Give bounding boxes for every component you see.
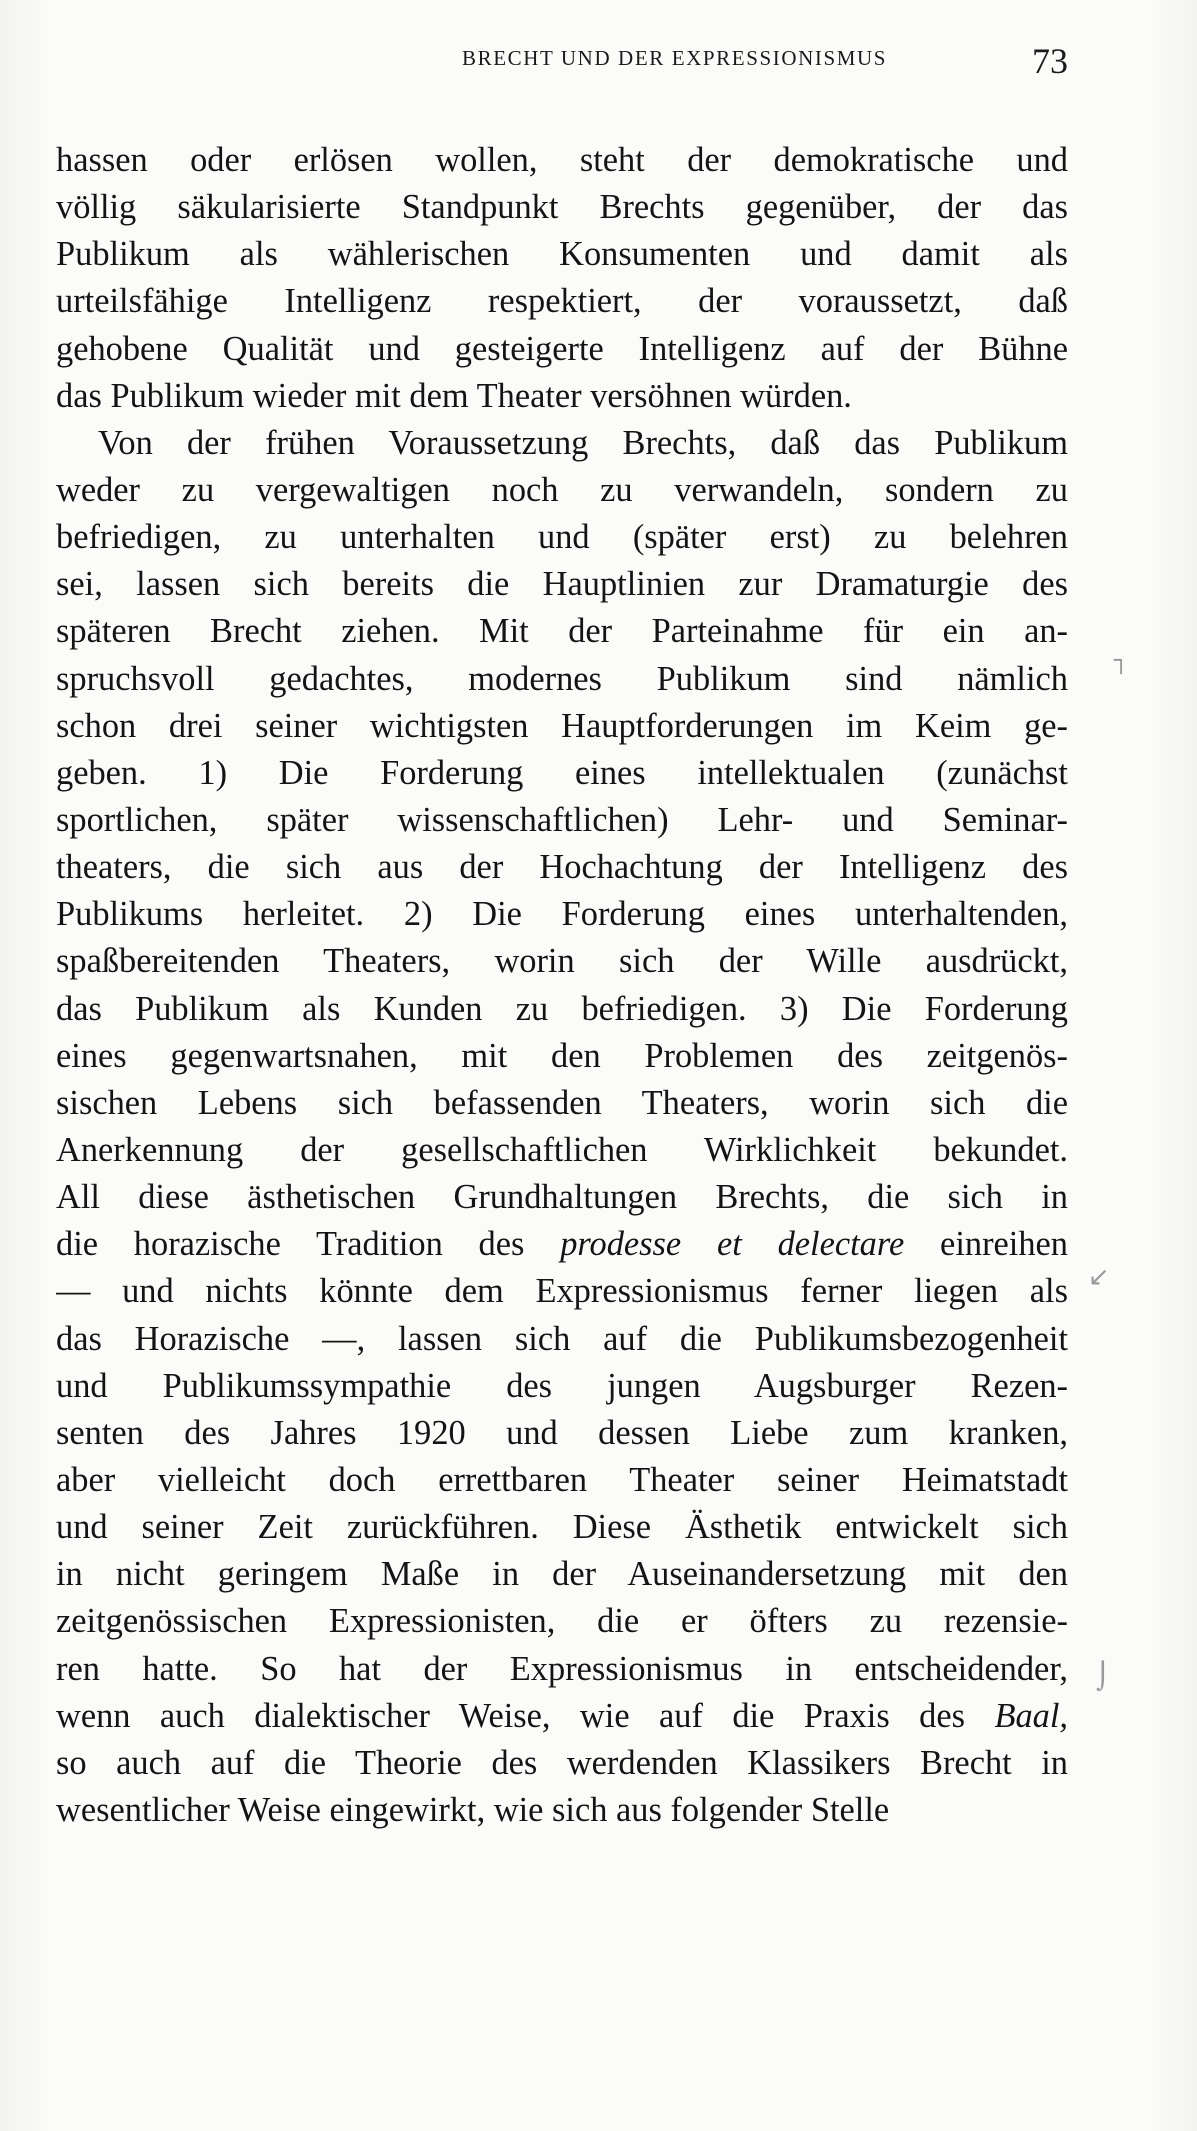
text-segment: schon drei seiner wichtigsten Hauptforderungen im Keim ge-	[56, 706, 1068, 745]
text-line	[56, 938, 1068, 985]
body-text	[56, 137, 1068, 1834]
text-line	[56, 1693, 1068, 1740]
text-segment: Publikums herleitet. 2) Die Forderung eines unterhaltenden,	[56, 895, 1068, 934]
text-line	[56, 561, 1068, 608]
text-line	[56, 184, 1068, 231]
text-segment: sei, lassen sich bereits die Hauptlinien zur Dramaturgie des	[56, 565, 1068, 604]
text-line	[56, 1740, 1068, 1787]
text-segment: hassen oder erlösen wollen, steht der demokratische und	[56, 141, 1068, 179]
text-line	[56, 703, 1068, 750]
text-line	[56, 137, 1068, 184]
text-segment: Publikum als wählerischen Konsumenten und damit als	[56, 235, 1068, 274]
text-line	[56, 1598, 1068, 1645]
text-segment: sportlichen, später wissenschaftlichen) Lehr- und Seminar-	[56, 800, 1068, 839]
page-number: 73	[1032, 41, 1068, 81]
text-line	[56, 1551, 1068, 1598]
text-segment: theaters, die sich aus der Hochachtung der Intelligenz des	[56, 848, 1068, 887]
text-line	[56, 844, 1068, 891]
text-line	[56, 1410, 1068, 1457]
text-line	[56, 467, 1068, 514]
text-line	[56, 1033, 1068, 1080]
margin-mark-icon: ┐	[1114, 646, 1129, 674]
text-line	[56, 1457, 1068, 1504]
margin-mark-icon: ⌡	[1096, 1662, 1110, 1692]
text-segment: das Publikum wieder mit dem Theater versöhnen würden.	[56, 376, 852, 415]
text-segment: wesentlicher Weise eingewirkt, wie sich aus folgender Stelle	[56, 1790, 890, 1829]
text-segment: Von der frühen Voraussetzung Brechts, daß das Publikum	[98, 423, 1068, 462]
text-segment: das Publikum als Kunden zu befriedigen. 3) Die Forderung	[56, 989, 1068, 1028]
text-segment: ren hatte. So hat der Expressionismus in entscheidender,	[56, 1649, 1068, 1688]
text-segment: spaßbereitenden Theaters, worin sich der Wille ausdrückt,	[56, 942, 1068, 981]
text-segment: und seiner Zeit zurückführen. Diese Ästhetik entwickelt sich	[56, 1508, 1068, 1547]
text-segment: so auch auf die Theorie des werdenden Klassikers Brecht in	[56, 1743, 1068, 1782]
text-segment: eines gegenwartsnahen, mit den Problemen des zeitgenös-	[56, 1036, 1068, 1075]
text-segment: sischen Lebens sich befassenden Theaters, worin sich die	[56, 1083, 1068, 1122]
italic-text: prodesse et delectare	[560, 1225, 905, 1264]
text-segment: einreihen	[904, 1225, 1068, 1264]
text-segment: spruchsvoll gedachtes, modernes Publikum sind nämlich	[56, 659, 1068, 698]
text-line	[56, 514, 1068, 561]
text-segment: befriedigen, zu unterhalten und (später erst) zu belehren	[56, 518, 1068, 557]
text-line	[56, 1174, 1068, 1221]
text-line	[56, 1080, 1068, 1127]
text-line	[56, 373, 1068, 420]
text-segment: völlig säkularisierte Standpunkt Brechts gegenüber, der das	[56, 188, 1068, 227]
text-segment: urteilsfähige Intelligenz respektiert, der voraussetzt, daß	[56, 282, 1068, 321]
text-line	[56, 891, 1068, 938]
text-segment: das Horazische —, lassen sich auf die Publikumsbezogenheit	[56, 1319, 1068, 1358]
text-segment: in nicht geringem Maße in der Auseinandersetzung mit den	[56, 1555, 1068, 1594]
text-line	[56, 750, 1068, 797]
text-line	[56, 1127, 1068, 1174]
text-line	[56, 278, 1068, 325]
text-segment: All diese ästhetischen Grundhaltungen Brechts, die sich in	[56, 1178, 1068, 1217]
text-segment: geben. 1) Die Forderung eines intellektualen (zunächst	[56, 753, 1068, 792]
text-line	[56, 1504, 1068, 1551]
text-segment: gehobene Qualität und gesteigerte Intelligenz auf der Bühne	[56, 329, 1068, 368]
text-line	[56, 1646, 1068, 1693]
text-segment: und Publikumssympathie des jungen Augsburger Rezen-	[56, 1366, 1068, 1405]
text-line	[56, 1787, 1068, 1834]
text-segment: die horazische Tradition des	[56, 1225, 561, 1264]
text-segment: Anerkennung der gesellschaftlichen Wirklichkeit bekundet.	[56, 1130, 1068, 1169]
text-line	[56, 656, 1068, 703]
running-head: BRECHT UND DER EXPRESSIONISMUS	[462, 46, 888, 70]
text-line	[56, 797, 1068, 844]
text-line	[56, 231, 1068, 278]
text-line	[56, 420, 1068, 467]
text-segment: weder zu vergewaltigen noch zu verwandeln, sondern zu	[56, 470, 1068, 509]
text-line	[56, 1268, 1068, 1315]
text-segment: späteren Brecht ziehen. Mit der Parteinahme für ein an-	[56, 612, 1068, 651]
text-segment: zeitgenössischen Expressionisten, die er öfters zu rezensie-	[56, 1602, 1068, 1641]
italic-text: Baal,	[994, 1696, 1068, 1735]
text-line	[56, 1221, 1068, 1268]
margin-mark-icon: ↙	[1088, 1262, 1110, 1292]
text-segment: aber vielleicht doch errettbaren Theater seiner Heimatstadt	[56, 1460, 1068, 1499]
text-segment: senten des Jahres 1920 und dessen Liebe zum kranken,	[56, 1413, 1068, 1452]
text-line	[56, 326, 1068, 373]
text-line	[56, 608, 1068, 655]
text-segment: — und nichts könnte dem Expressionismus ferner liegen als	[56, 1272, 1068, 1311]
text-line	[56, 1316, 1068, 1363]
text-line	[56, 986, 1068, 1033]
text-line	[56, 1363, 1068, 1410]
text-segment: wenn auch dialektischer Weise, wie auf die Praxis des	[56, 1696, 995, 1735]
